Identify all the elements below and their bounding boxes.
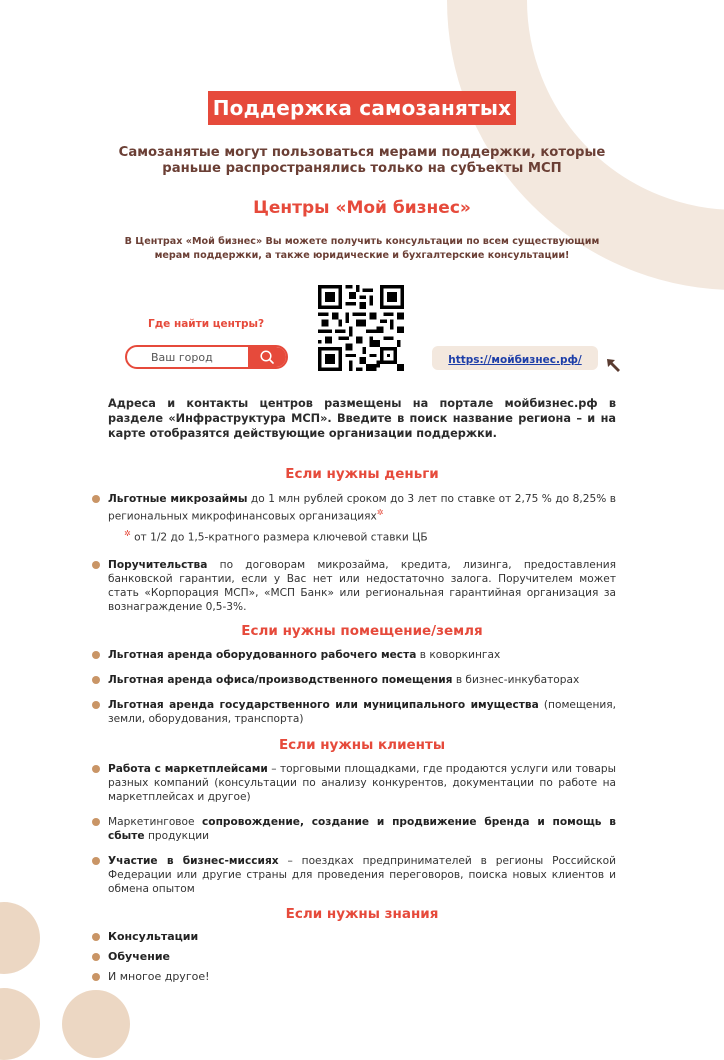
arrow-up-left-icon <box>606 357 622 373</box>
item-bold: Льготные микрозаймы <box>108 493 248 505</box>
section-title-money: Если нужны деньги <box>285 466 439 482</box>
search-button[interactable] <box>248 347 286 367</box>
item-text: И многое другое! <box>108 970 210 983</box>
item-bold: Обучение <box>108 950 170 963</box>
website-link[interactable]: https://мойбизнес.рф/ <box>448 354 582 366</box>
item-text: (помещения, земли, оборудования, транспорта) <box>108 699 616 725</box>
city-search-input[interactable] <box>127 347 252 367</box>
item-text: до 1 млн рублей сроком до 3 лет по ставке от 2,75 % до 8,25% в региональных микрофинансовых организациях <box>108 493 616 523</box>
decorative-circle <box>62 990 130 1058</box>
knowledge-list <box>92 930 616 990</box>
page-title: Поддержка самозанятых <box>208 91 516 125</box>
city-search-box <box>125 345 288 369</box>
section-title-premises: Если нужны помещение/земля <box>241 623 483 639</box>
list-item <box>92 558 616 614</box>
centers-description <box>90 235 634 263</box>
item-bold: Поручительства <box>108 558 208 571</box>
bullet-icon <box>92 973 100 981</box>
item-text: продукции <box>144 830 210 842</box>
asterisk-icon: ✲ <box>376 508 384 517</box>
description-line: мерам поддержки, а также юридические и бухгалтерские консультации! <box>154 250 570 261</box>
item-text: – торговыми площадками, где продаются услуги или товары разных компаний (консультации по анализу конкурентов, документации по работе на маркетплейсах и другое) <box>108 763 616 803</box>
intro-paragraph: Адреса и контакты центров размещены на портале мойбизнес.рф в разделе «Инфраструктура МСП». Введите в поиск название региона – и на карте отобразятся действующие организации поддержки. <box>108 397 616 440</box>
item-bold: Консультации <box>108 930 199 943</box>
item-text: по договорам микрозайма, кредита, лизинга, предоставления банковской гарантии, если у Вас нет или недостаточно залога. Поручителем может стать «Корпорация МСП», «МСП Банк» или региональная гарантийная организация за вознаграждение 0,5-3%. <box>108 558 616 613</box>
footnote-text: от 1/2 до 1,5-кратного размера ключевой ставки ЦБ <box>134 531 428 544</box>
subtitle <box>100 145 624 177</box>
website-link-pill <box>432 346 598 370</box>
money-list <box>92 492 616 625</box>
premises-list <box>92 648 616 737</box>
list-item <box>92 492 616 524</box>
subtitle-line: Самозанятые могут пользоваться мерами поддержки, которые <box>118 145 606 160</box>
list-item <box>92 648 616 662</box>
list-item <box>92 673 616 687</box>
bullet-icon <box>92 818 100 826</box>
section-title-knowledge: Если нужны знания <box>285 906 439 922</box>
list-item <box>92 970 616 984</box>
bullet-icon <box>92 651 100 659</box>
bullet-icon <box>92 933 100 941</box>
bullet-icon <box>92 765 100 773</box>
clients-list <box>92 762 616 907</box>
item-text: в бизнес-инкубаторах <box>452 674 580 686</box>
list-item <box>92 854 616 896</box>
bullet-icon <box>92 953 100 961</box>
subtitle-line: раньше распространялись только на субъекты МСП <box>162 161 562 176</box>
bullet-icon <box>92 857 100 865</box>
asterisk-icon: ✲ <box>124 529 131 538</box>
item-text: – поездках предпринимателей в регионы Российской Федерации или другие страны для проведения переговоров, поиска новых клиентов и обмена опытом <box>108 855 616 895</box>
item-bold: сопровождение, создание и продвижение бренда и помощь в сбыте <box>108 816 616 842</box>
where-to-find-label: Где найти центры? <box>148 318 265 330</box>
decorative-circle <box>0 902 40 974</box>
description-line: В Центрах «Мой бизнес» Вы можете получить консультации по всем существующим <box>124 236 600 247</box>
list-item <box>92 815 616 843</box>
item-bold: Работа с маркетплейсами <box>108 763 268 775</box>
bullet-icon <box>92 495 100 503</box>
bullet-icon <box>92 561 100 569</box>
item-bold: Льготная аренда государственного или муниципального имущества <box>108 699 539 711</box>
list-item <box>92 930 616 944</box>
item-bold: Льготная аренда офиса/производственного помещения <box>108 674 453 686</box>
bullet-icon <box>92 701 100 709</box>
footnote <box>124 529 428 544</box>
item-bold: Участие в бизнес-миссиях <box>108 855 279 867</box>
list-item <box>92 698 616 726</box>
search-icon <box>259 349 275 365</box>
item-bold: Льготная аренда оборудованного рабочего места <box>108 649 417 661</box>
decorative-circle <box>0 988 40 1060</box>
centers-title: Центры «Мой бизнес» <box>253 198 471 218</box>
section-title-clients: Если нужны клиенты <box>278 737 446 753</box>
qr-code[interactable] <box>318 285 404 371</box>
bullet-icon <box>92 676 100 684</box>
item-text: в коворкингах <box>416 649 501 661</box>
list-item <box>92 762 616 804</box>
list-item <box>92 950 616 964</box>
item-pre: Маркетинговое <box>108 816 203 828</box>
